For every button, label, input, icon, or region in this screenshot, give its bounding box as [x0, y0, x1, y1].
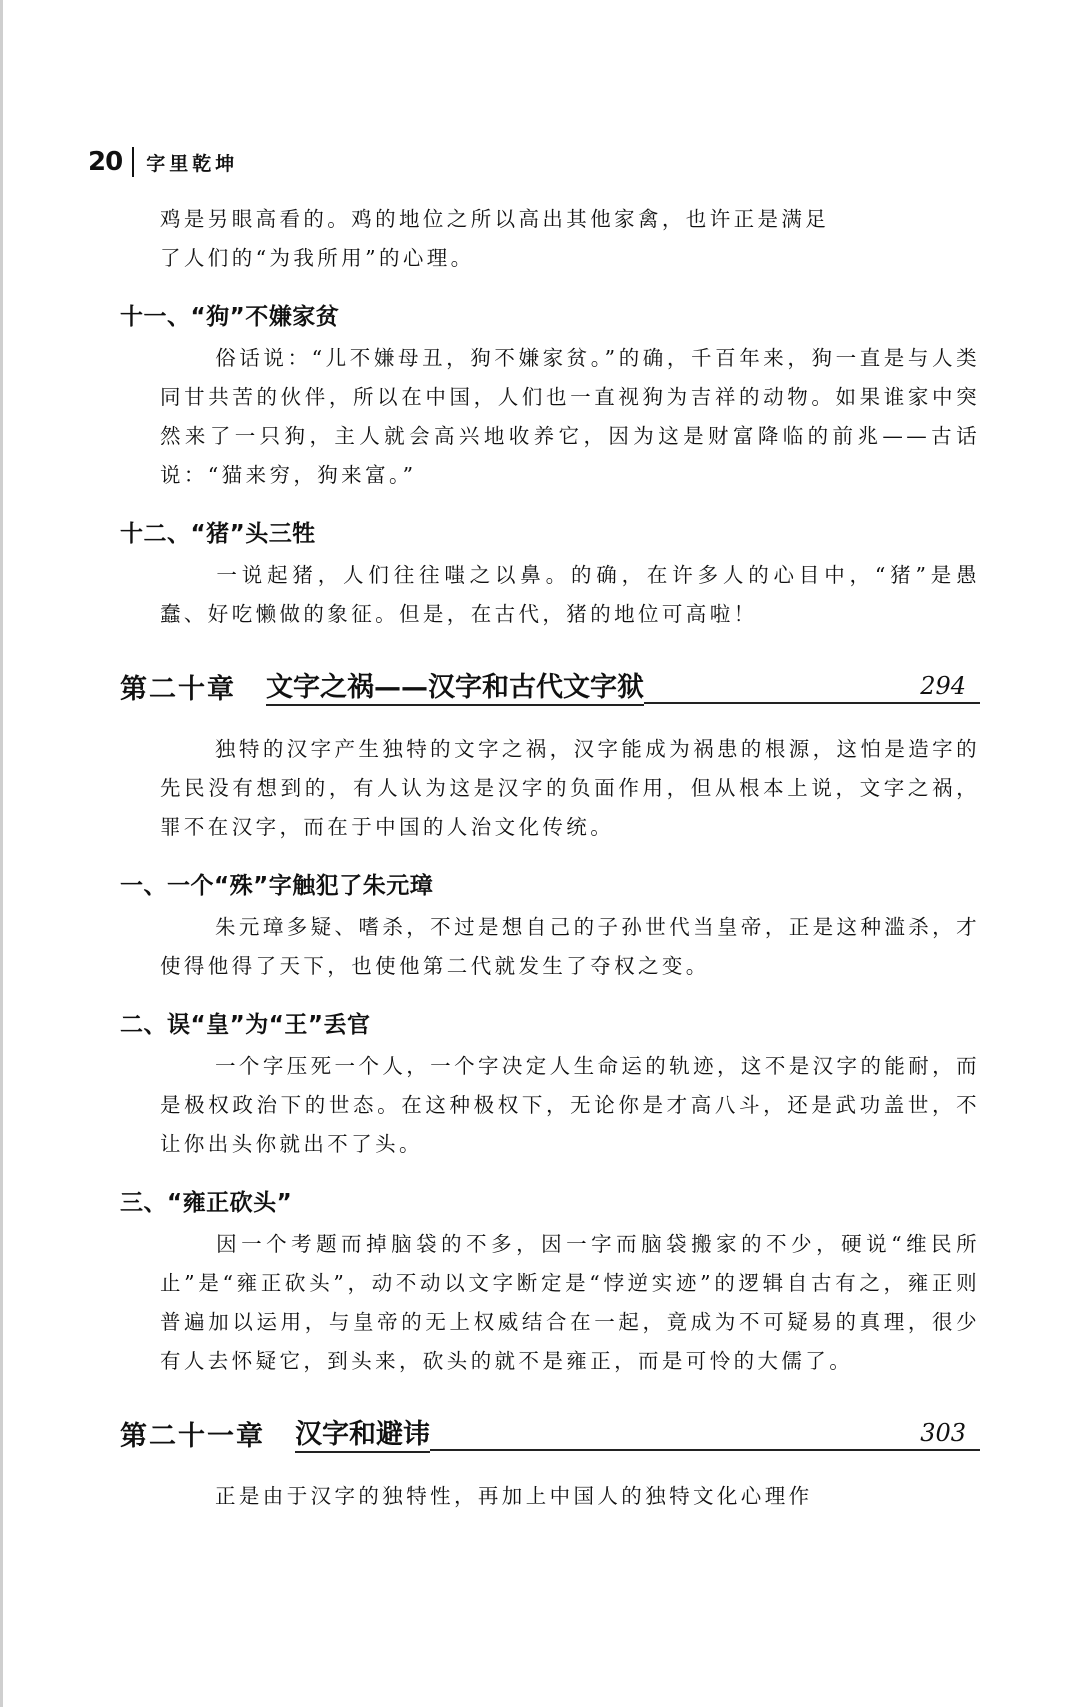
paragraph	[120, 1477, 980, 1516]
running-head	[88, 142, 238, 182]
header-divider	[132, 147, 134, 177]
chapter-rule	[430, 1449, 980, 1451]
chapter-rule	[644, 702, 980, 704]
section-title: 一、一个“殊”字触犯了朱元璋	[120, 873, 434, 899]
paragraph-text: 一个字压死一个人，一个字决定人生命运的轨迹，这不是汉字的能耐，而是极权政治下的世态。在这种极权下，无论你是才高八斗，还是武功盖世，不让你出头你就出不了头。	[160, 1054, 980, 1156]
chapter-label: 第二十一章	[120, 1421, 265, 1452]
page-number: 20	[88, 147, 123, 177]
page-content	[120, 200, 980, 1516]
paragraph-text: 朱元璋多疑、嗜杀，不过是想自己的子孙世代当皇帝，正是这种滥杀，才使得他得了天下，也使他第二代就发生了夺权之变。	[160, 915, 980, 978]
section-title: 二、误“皇”为“王”丢官	[120, 1012, 371, 1038]
paragraph-text: 正是由于汉字的独特性，再加上中国人的独特文化心理作	[215, 1484, 813, 1508]
paragraph	[120, 1225, 980, 1381]
page-edge	[0, 0, 3, 1707]
chapter-title: 文字之祸——汉字和古代文字狱	[266, 665, 644, 706]
paragraph	[120, 730, 980, 847]
section-title: 十一、“狗”不嫌家贫	[120, 304, 340, 330]
paragraph	[120, 908, 980, 986]
paragraph	[120, 339, 980, 495]
book-title: 字里乾坤	[146, 152, 239, 175]
chapter-label: 第二十章	[120, 674, 236, 705]
chapter-page-number: 303	[920, 1419, 966, 1447]
text-line: 鸡是另眼高看的。鸡的地位之所以高出其他家禽，也许正是满足	[160, 207, 830, 231]
paragraph-continued	[120, 200, 980, 278]
chapter-heading	[120, 1411, 980, 1453]
paragraph-text: 独特的汉字产生独特的文字之祸，汉字能成为祸患的根源，这怕是造字的先民没有想到的，有人认为这是汉字的负面作用，但从根本上说，文字之祸，罪不在汉字，而在于中国的人治文化传统。	[160, 737, 980, 839]
paragraph-text: 俗话说：“儿不嫌母丑，狗不嫌家贫。”的确，千百年来，狗一直是与人类同甘共苦的伙伴，所以在中国，人们也一直视狗为吉祥的动物。如果谁家中突然来了一只狗，主人就会高兴地收养它，因为这是财富降临的前兆——古话说：“猫来穷，狗来富。”	[160, 346, 980, 487]
chapter-heading	[120, 664, 980, 706]
text-line: 了人们的“为我所用”的心理。	[160, 246, 475, 270]
section-title: 十二、“猪”头三牲	[120, 521, 316, 547]
paragraph	[120, 556, 980, 634]
chapter-page-number: 294	[920, 672, 966, 700]
paragraph	[120, 1047, 980, 1164]
paragraph-text: 因一个考题而掉脑袋的不多，因一字而脑袋搬家的不少，硬说“维民所止”是“雍正砍头”，动不动以文字断定是“悖逆实迹”的逻辑自古有之，雍正则普遍加以运用，与皇帝的无上权威结合在一起，竟成为不可疑易的真理，很少有人去怀疑它，到头来，砍头的就不是雍正，而是可怜的大儒了。	[160, 1232, 980, 1373]
chapter-title: 汉字和避讳	[295, 1412, 430, 1453]
section-title: 三、“雍正砍头”	[120, 1190, 293, 1216]
paragraph-text: 一说起猪，人们往往嗤之以鼻。的确，在许多人的心目中，“猪”是愚蠢、好吃懒做的象征。但是，在古代，猪的地位可高啦！	[160, 563, 980, 626]
